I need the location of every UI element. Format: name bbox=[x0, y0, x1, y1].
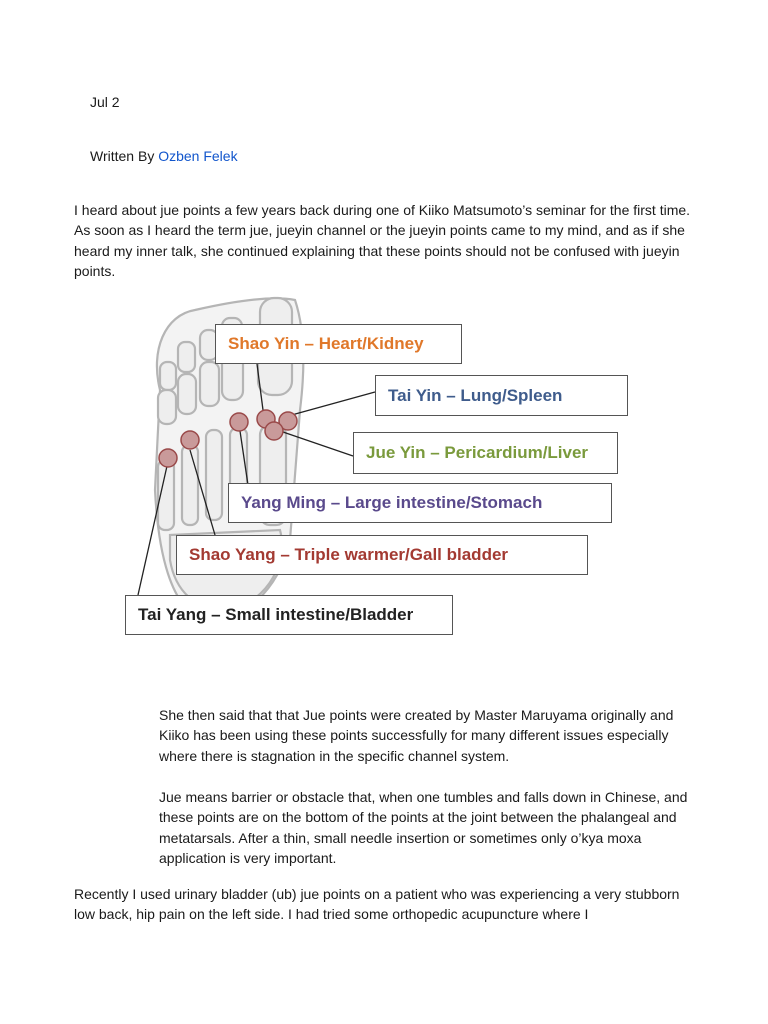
label-tai-yang: Tai Yang – Small intestine/Bladder bbox=[125, 595, 453, 635]
paragraph-intro: I heard about jue points a few years back during one of Kiiko Matsumoto’s seminar for the first time. As soon as I heard the term jue, jueyin channel or the jueyin points came to my mind, and as if she heard my inner talk, she continued explaining that these points should not be confused with jueyin points. bbox=[74, 202, 691, 280]
author-link[interactable]: Ozben Felek bbox=[158, 148, 238, 164]
jue-points-figure bbox=[120, 290, 640, 645]
label-shao-yang: Shao Yang – Triple warmer/Gall bladder bbox=[176, 535, 588, 575]
paragraph-jue-meaning: Jue means barrier or obstacle that, when one tumbles and falls down in Chinese, and these points are on the bottom of the points at the joint between the phalangeal and metatarsals. After a thin, small needle insertion or sometimes only o’kya moxa application is very important. bbox=[159, 789, 688, 867]
label-yang-ming: Yang Ming – Large intestine/Stomach bbox=[228, 483, 612, 523]
paragraph-maruyama: She then said that that Jue points were created by Master Maruyama originally and Kiiko has been using these points successfully for many different issues especially where there is stagnation in the specific channel system. bbox=[159, 707, 674, 764]
label-jue-yin: Jue Yin – Pericardium/Liver bbox=[353, 432, 618, 474]
label-tai-yin: Tai Yin – Lung/Spleen bbox=[375, 375, 628, 416]
byline bbox=[90, 146, 238, 166]
paragraph-case: Recently I used urinary bladder (ub) jue points on a patient who was experiencing a very stubborn low back, hip pain on the left side. I had tried some orthopedic acupuncture where I bbox=[74, 886, 680, 923]
label-shao-yin: Shao Yin – Heart/Kidney bbox=[215, 324, 462, 364]
post-date: Jul 2 bbox=[90, 94, 120, 110]
byline-prefix: Written By bbox=[90, 148, 159, 164]
